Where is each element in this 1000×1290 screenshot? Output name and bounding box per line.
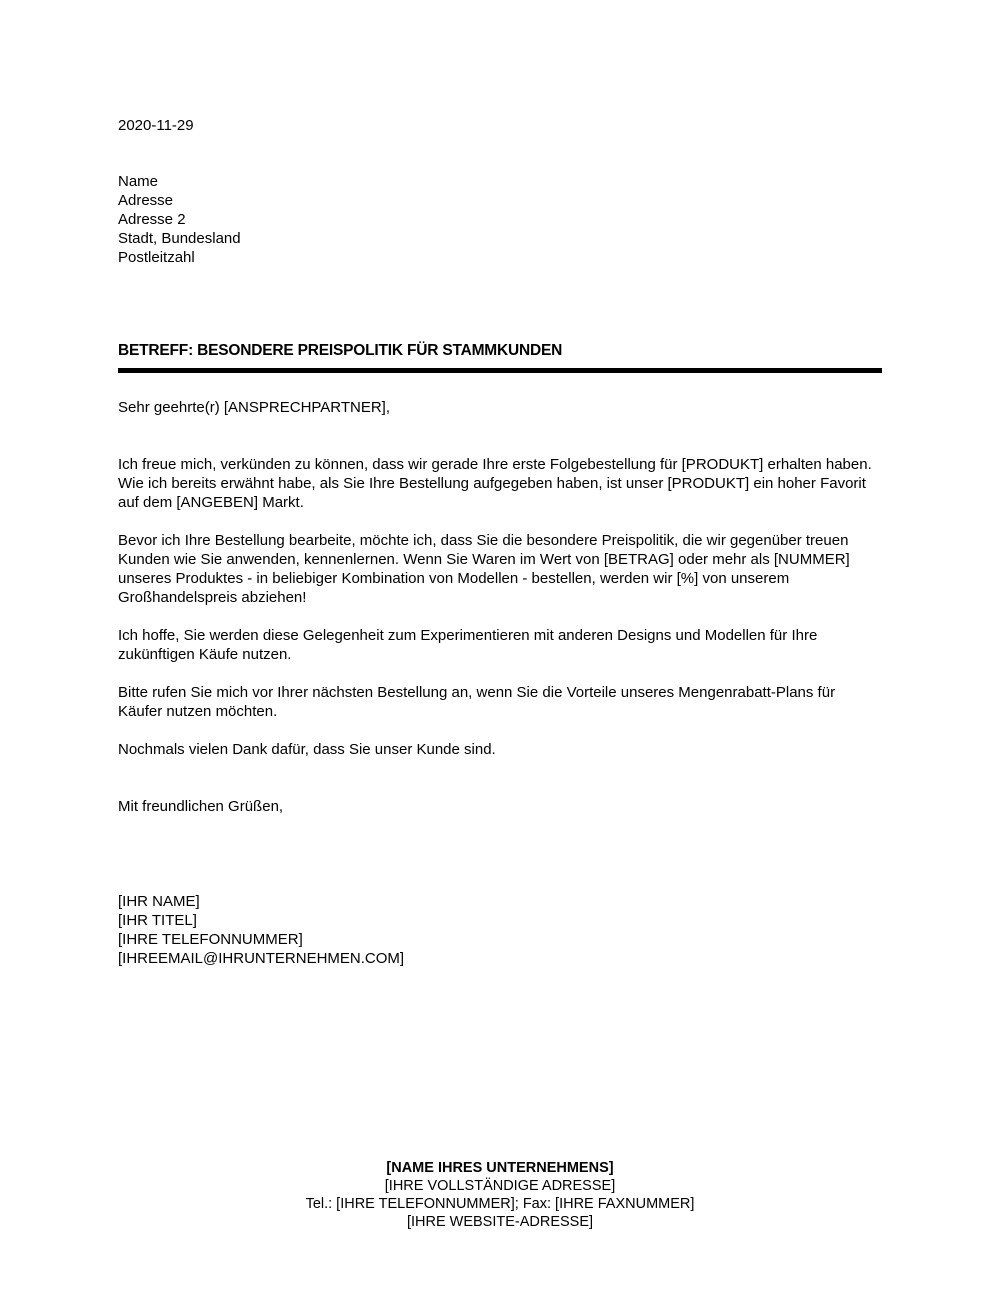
body-paragraph: Bitte rufen Sie mich vor Ihrer nächsten Bestellung an, wenn Sie die Vorteile unseres Mengenrabatt-Plans für Käufer nutzen möchten. [118,684,836,720]
letter-date: 2020-11-29 [118,117,194,134]
footer-website: [IHRE WEBSITE-ADRESSE] [406,1214,594,1230]
recipient-city-state: Stadt, Bundesland [118,230,241,247]
signature-block [118,892,882,968]
signature-title: [IHR TITEL] [118,912,197,929]
body-paragraph: Ich hoffe, Sie werden diese Gelegenheit zum Experimentieren mit anderen Designs und Modellen für Ihre zukünftigen Käufe nutzen. [118,627,818,663]
footer-company-name: [NAME IHRES UNTERNEHMENS] [386,1160,614,1176]
salutation-text: Sehr geehrte(r) [ANSPRECHPARTNER], [118,399,391,416]
signature-name: [IHR NAME] [118,893,200,910]
recipient-address-line-2: Adresse 2 [118,211,186,228]
signature-email: [IHREEMAIL@IHRUNTERNEHMEN.COM] [118,950,405,967]
recipient-postal-code: Postleitzahl [118,249,195,266]
recipient-address-block [118,172,882,267]
body-paragraph: Nochmals vielen Dank dafür, dass Sie unser Kunde sind. [118,741,496,758]
recipient-address-line-1: Adresse [118,192,174,209]
letter-body [118,455,882,759]
subject-heading: BETREFF: BESONDERE PREISPOLITIK FÜR STAMMKUNDEN [118,342,563,359]
body-paragraph: Bevor ich Ihre Bestellung bearbeite, möchte ich, dass Sie die besondere Preispolitik, die wir gegenüber treuen Kunden wie Sie anwenden, kennenlernen. Wenn Sie Waren im Wert von [BETRAG] oder mehr als [NUMMER] unseres Produktes - in beliebiger Kombination von Modellen - bestellen, werden wir [%] von unserem Großhandelspreis abziehen! [118,532,850,606]
recipient-name: Name [118,173,159,190]
body-paragraph: Ich freue mich, verkünden zu können, dass wir gerade Ihre erste Folgebestellung für [PRODUKT] erhalten haben. Wie ich bereits erwähnt habe, als Sie Ihre Bestellung aufgegeben haben, ist unser [PRODUKT] ein hoher Favorit auf dem [ANGEBEN] Markt. [118,456,872,511]
letter-footer [0,1159,1000,1231]
footer-company-address: [IHRE VOLLSTÄNDIGE ADRESSE] [384,1178,616,1194]
closing-text: Mit freundlichen Grüßen, [118,798,284,815]
subject-divider-rule [118,368,882,373]
footer-phone-fax: Tel.: [IHRE TELEFONNUMMER]; Fax: [IHRE FAXNUMMER] [305,1196,695,1212]
signature-phone: [IHRE TELEFONNUMMER] [118,931,303,948]
letter-content [118,0,882,968]
